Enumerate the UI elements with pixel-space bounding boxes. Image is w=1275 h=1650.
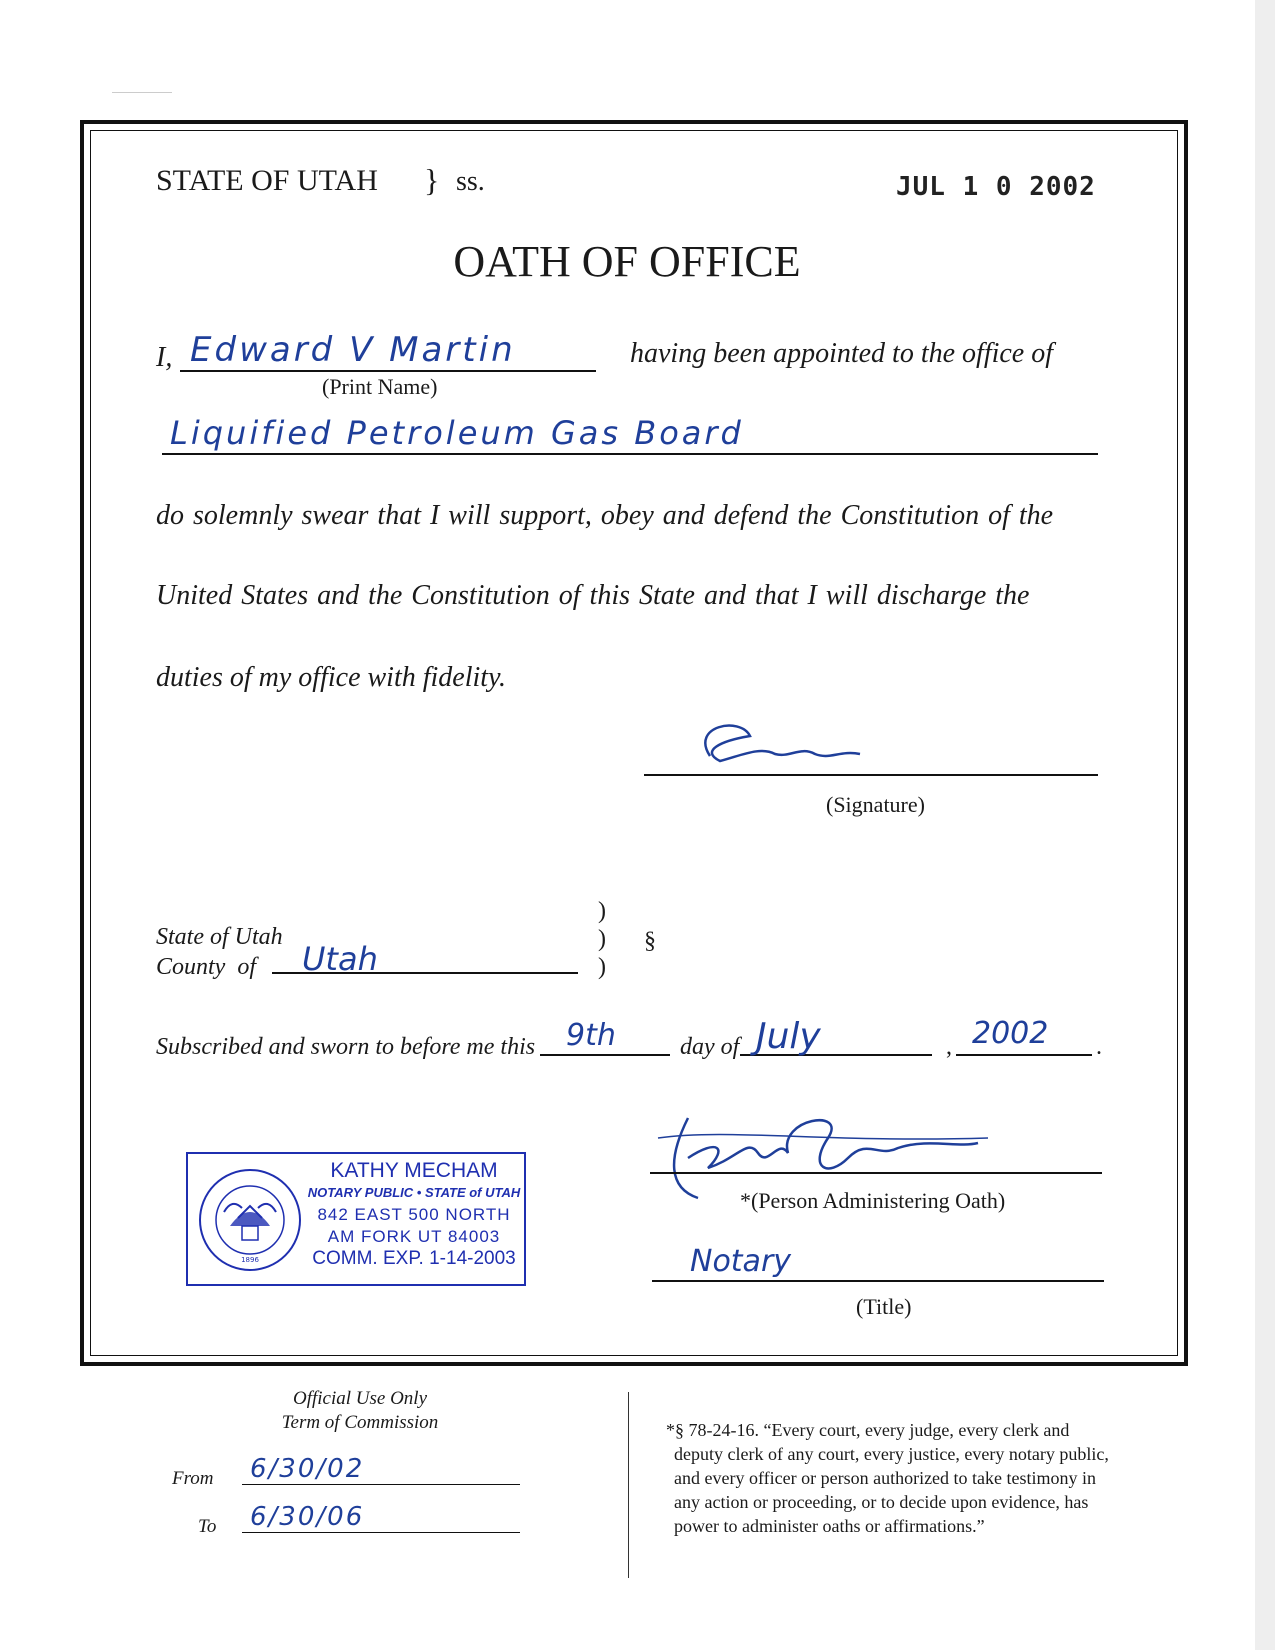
signature-line (644, 774, 1098, 776)
term-heading: Term of Commission (281, 1412, 439, 1433)
notary-stamp (186, 1152, 526, 1286)
seal-year: 1896 (241, 1256, 259, 1264)
to-line (242, 1532, 520, 1533)
brace: } (424, 162, 440, 198)
notary-address: 842 EAST 500 NORTH (317, 1205, 511, 1224)
venue-county-label: County of (156, 954, 256, 980)
day-value: 9th (566, 1018, 616, 1053)
date-stamp: JUL 1 0 2002 (896, 172, 1096, 202)
notary-name: KATHY MECHAM (330, 1159, 498, 1182)
day-of-text: day of (680, 1034, 740, 1060)
to-label: To (198, 1516, 217, 1537)
utah-state-seal-icon (198, 1168, 302, 1272)
statute-line-2: deputy clerk of any court, every justice, every notary public, (674, 1444, 1109, 1464)
venue-paren-3: ) (598, 954, 606, 980)
from-label: From (172, 1468, 214, 1489)
ss-label: ss. (456, 166, 485, 197)
county-value: Utah (302, 940, 378, 978)
oath-body-line-3: duties of my office with fidelity. (156, 662, 506, 693)
statute-line-5: power to administer oaths or affirmations.” (674, 1516, 985, 1536)
section-symbol: § (644, 928, 656, 954)
from-line (242, 1484, 520, 1485)
office-value: Liquified Petroleum Gas Board (170, 414, 744, 452)
year-value: 2002 (972, 1016, 1049, 1051)
scan-edge (1255, 0, 1275, 1650)
venue-paren-1: ) (598, 898, 606, 924)
venue-state: State of Utah (156, 924, 283, 950)
statute-line-1: *§ 78-24-16. “Every court, every judge, every clerk and (666, 1420, 1070, 1440)
oath-body-line-2: United States and the Constitution of this State and that I will discharge the (156, 580, 1030, 611)
venue-paren-2: ) (598, 926, 606, 952)
notary-commission-expiration: COMM. EXP. 1-14-2003 (312, 1248, 516, 1269)
administering-caption: *(Person Administering Oath) (740, 1188, 1006, 1213)
scan-mark (112, 92, 172, 93)
i-label: I, (156, 342, 173, 373)
sworn-text: Subscribed and sworn to before me this (156, 1034, 536, 1060)
oath-taker-signature (680, 716, 880, 776)
administering-line (650, 1172, 1102, 1174)
state-label: STATE OF UTAH (156, 164, 378, 197)
print-name-caption: (Print Name) (322, 374, 438, 399)
oath-body-line-1: do solemnly swear that I will support, obey and defend the Constitution of the (156, 500, 1054, 531)
day-line (540, 1054, 670, 1056)
notary-city: AM FORK UT 84003 (327, 1227, 501, 1246)
footer-divider (628, 1392, 629, 1578)
office-line (162, 453, 1098, 455)
from-value: 6/30/02 (250, 1454, 365, 1484)
title-value: Notary (690, 1244, 792, 1279)
month-value: July (756, 1016, 821, 1057)
title-line (652, 1280, 1104, 1282)
signature-caption: (Signature) (826, 792, 925, 817)
print-name-line (180, 370, 596, 372)
sworn-comma: , (946, 1034, 952, 1060)
official-use-heading: Official Use Only (292, 1388, 428, 1409)
appointed-text: having been appointed to the office of (630, 338, 1054, 369)
year-line (956, 1054, 1092, 1056)
statute-text (666, 1418, 1109, 1538)
print-name-value: Edward V Martin (190, 330, 516, 370)
to-value: 6/30/06 (250, 1502, 365, 1532)
page-title: OATH OF OFFICE (453, 237, 801, 286)
statute-line-3: and every officer or person authorized to take testimony in (674, 1468, 1097, 1488)
title-caption: (Title) (856, 1294, 912, 1319)
statute-line-4: any action or proceeding, or to decide upon evidence, has (674, 1492, 1089, 1512)
sworn-period: . (1096, 1034, 1102, 1060)
notary-title: NOTARY PUBLIC • STATE of UTAH (307, 1185, 521, 1200)
